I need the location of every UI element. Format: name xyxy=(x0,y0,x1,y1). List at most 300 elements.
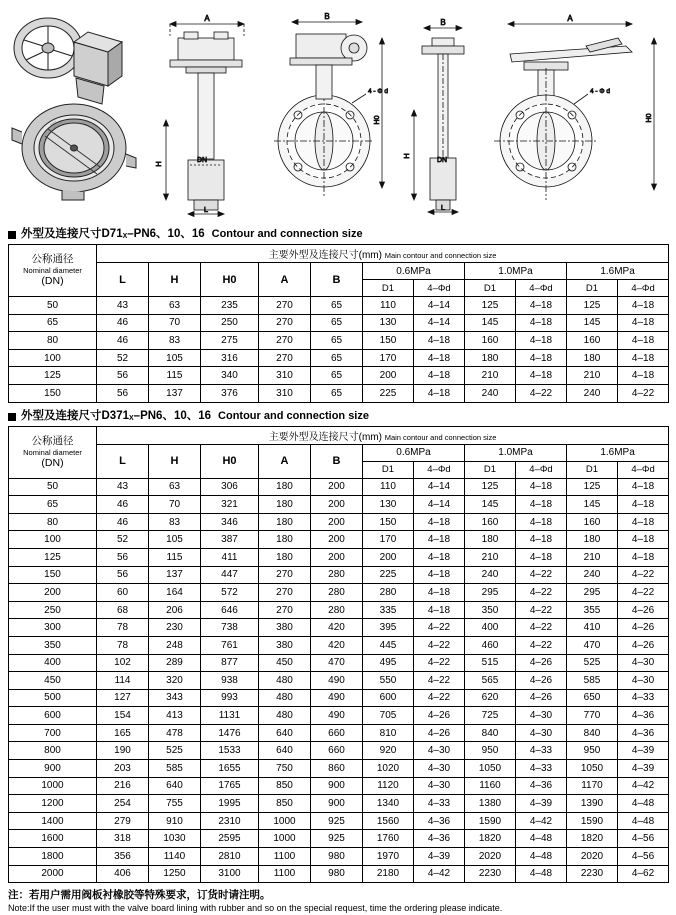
cell-H: 1030 xyxy=(149,830,201,848)
cell-d1-06: 130 xyxy=(363,496,414,514)
cell-phid-06: 4–18 xyxy=(414,531,465,549)
cell-d1-10: 145 xyxy=(465,314,516,332)
cell-H: 1140 xyxy=(149,848,201,866)
cell-H: 1250 xyxy=(149,865,201,883)
header-nominal-diameter: 公称通径 Nominal diameter (DN) xyxy=(9,245,97,297)
cell-B: 280 xyxy=(311,584,363,602)
cell-d1-10: 1590 xyxy=(465,812,516,830)
cell-A: 310 xyxy=(259,367,311,385)
cell-B: 200 xyxy=(311,531,363,549)
cell-H: 115 xyxy=(149,548,201,566)
cell-d1-10: 240 xyxy=(465,566,516,584)
cell-L: 46 xyxy=(97,314,149,332)
footer-note xyxy=(8,889,676,915)
technical-drawings xyxy=(0,0,676,228)
cell-dn: 100 xyxy=(9,531,97,549)
cell-d1-06: 445 xyxy=(363,636,414,654)
cell-L: 114 xyxy=(97,672,149,690)
cell-phid-16: 4–18 xyxy=(618,367,669,385)
cell-phid-10: 4–18 xyxy=(516,297,567,315)
cell-phid-06: 4–18 xyxy=(414,349,465,367)
cell-H0: 1655 xyxy=(201,760,259,778)
svg-text:H0: H0 xyxy=(374,115,381,125)
cell-phid-10: 4–48 xyxy=(516,865,567,883)
cell-H: 105 xyxy=(149,531,201,549)
cell-L: 52 xyxy=(97,349,149,367)
cell-phid-10: 4–39 xyxy=(516,795,567,813)
cell-d1-06: 200 xyxy=(363,367,414,385)
cell-d1-16: 770 xyxy=(567,707,618,725)
cell-dn: 200 xyxy=(9,584,97,602)
cell-A: 850 xyxy=(259,777,311,795)
cell-A: 750 xyxy=(259,760,311,778)
cell-phid-10: 4–18 xyxy=(516,478,567,496)
cell-B: 980 xyxy=(311,865,363,883)
cell-L: 56 xyxy=(97,566,149,584)
bullet-square-icon-2 xyxy=(8,413,16,421)
cell-A: 270 xyxy=(259,601,311,619)
header2-d1-10: D1 xyxy=(465,461,516,478)
svg-text:DN: DN xyxy=(196,157,208,164)
cell-H: 137 xyxy=(149,566,201,584)
cell-phid-06: 4–14 xyxy=(414,496,465,514)
cell-phid-10: 4–22 xyxy=(516,584,567,602)
cell-phid-06: 4–18 xyxy=(414,548,465,566)
cell-d1-16: 125 xyxy=(567,297,618,315)
cell-H: 413 xyxy=(149,707,201,725)
cell-A: 850 xyxy=(259,795,311,813)
cell-B: 65 xyxy=(311,314,363,332)
cell-B: 200 xyxy=(311,478,363,496)
header-main-size: 主要外型及连接尺寸(mm) Main contour and connection size xyxy=(97,245,669,263)
cell-A: 180 xyxy=(259,513,311,531)
cell-L: 46 xyxy=(97,513,149,531)
cell-phid-16: 4–18 xyxy=(618,332,669,350)
cell-H0: 321 xyxy=(201,496,259,514)
cell-d1-06: 110 xyxy=(363,297,414,315)
cell-phid-06: 4–22 xyxy=(414,654,465,672)
cell-d1-06: 1970 xyxy=(363,848,414,866)
table-d371x xyxy=(8,426,669,884)
cell-phid-06: 4–36 xyxy=(414,812,465,830)
cell-L: 46 xyxy=(97,496,149,514)
bullet-square-icon xyxy=(8,231,16,239)
table-row xyxy=(9,531,669,549)
drawing-lever-valve-side xyxy=(398,10,490,220)
cell-A: 1000 xyxy=(259,830,311,848)
cell-B: 65 xyxy=(311,384,363,402)
cell-phid-06: 4–18 xyxy=(414,513,465,531)
cell-d1-16: 145 xyxy=(567,314,618,332)
cell-d1-10: 950 xyxy=(465,742,516,760)
cell-A: 270 xyxy=(259,584,311,602)
cell-dn: 80 xyxy=(9,513,97,531)
cell-d1-10: 180 xyxy=(465,531,516,549)
cell-H0: 2810 xyxy=(201,848,259,866)
header-phid-16: 4–Φd xyxy=(618,280,669,297)
cell-H: 83 xyxy=(149,332,201,350)
cell-d1-06: 225 xyxy=(363,566,414,584)
cell-d1-10: 240 xyxy=(465,384,516,402)
cell-d1-16: 160 xyxy=(567,332,618,350)
cell-d1-16: 210 xyxy=(567,548,618,566)
cell-L: 165 xyxy=(97,724,149,742)
cell-dn: 350 xyxy=(9,636,97,654)
cell-B: 980 xyxy=(311,848,363,866)
table-header-row-2 xyxy=(9,263,669,280)
table-row xyxy=(9,689,669,707)
cell-B: 280 xyxy=(311,601,363,619)
table-row xyxy=(9,672,669,690)
cell-A: 180 xyxy=(259,548,311,566)
table-row xyxy=(9,724,669,742)
cell-H0: 250 xyxy=(201,314,259,332)
table-row xyxy=(9,865,669,883)
cell-A: 180 xyxy=(259,478,311,496)
cell-phid-10: 4–22 xyxy=(516,566,567,584)
cell-H0: 316 xyxy=(201,349,259,367)
cell-phid-06: 4–18 xyxy=(414,566,465,584)
cell-phid-16: 4–18 xyxy=(618,531,669,549)
cell-H: 230 xyxy=(149,619,201,637)
cell-d1-06: 600 xyxy=(363,689,414,707)
cell-phid-06: 4–22 xyxy=(414,619,465,637)
cell-L: 78 xyxy=(97,636,149,654)
cell-H0: 1476 xyxy=(201,724,259,742)
cell-phid-06: 4–30 xyxy=(414,742,465,760)
cell-phid-06: 4–18 xyxy=(414,384,465,402)
cell-B: 200 xyxy=(311,513,363,531)
cell-phid-10: 4–30 xyxy=(516,707,567,725)
cell-A: 1000 xyxy=(259,812,311,830)
cell-L: 60 xyxy=(97,584,149,602)
cell-d1-16: 210 xyxy=(567,367,618,385)
cell-dn: 1800 xyxy=(9,848,97,866)
cell-A: 1100 xyxy=(259,865,311,883)
cell-H0: 387 xyxy=(201,531,259,549)
cell-phid-16: 4–18 xyxy=(618,314,669,332)
cell-phid-16: 4–56 xyxy=(618,830,669,848)
cell-phid-10: 4–26 xyxy=(516,654,567,672)
section-heading-2 xyxy=(8,410,676,423)
cell-A: 270 xyxy=(259,566,311,584)
cell-phid-06: 4–30 xyxy=(414,777,465,795)
cell-B: 65 xyxy=(311,332,363,350)
cell-L: 56 xyxy=(97,384,149,402)
cell-d1-16: 585 xyxy=(567,672,618,690)
cell-L: 356 xyxy=(97,848,149,866)
cell-phid-10: 4–18 xyxy=(516,531,567,549)
cell-B: 490 xyxy=(311,689,363,707)
cell-H: 63 xyxy=(149,297,201,315)
header2-phid-16: 4–Φd xyxy=(618,461,669,478)
cell-d1-16: 160 xyxy=(567,513,618,531)
cell-H0: 275 xyxy=(201,332,259,350)
cell-d1-06: 170 xyxy=(363,531,414,549)
cell-A: 380 xyxy=(259,619,311,637)
cell-phid-16: 4–62 xyxy=(618,865,669,883)
svg-text:B: B xyxy=(324,12,330,21)
cell-d1-16: 180 xyxy=(567,531,618,549)
cell-d1-06: 1340 xyxy=(363,795,414,813)
table-row xyxy=(9,314,669,332)
cell-dn: 1000 xyxy=(9,777,97,795)
cell-L: 154 xyxy=(97,707,149,725)
cell-H: 478 xyxy=(149,724,201,742)
cell-d1-10: 400 xyxy=(465,619,516,637)
table-row xyxy=(9,601,669,619)
cell-B: 200 xyxy=(311,548,363,566)
cell-d1-16: 650 xyxy=(567,689,618,707)
cell-phid-10: 4–42 xyxy=(516,812,567,830)
drawing-gear-valve-side xyxy=(152,10,262,220)
cell-d1-16: 950 xyxy=(567,742,618,760)
cell-dn: 65 xyxy=(9,314,97,332)
cell-L: 216 xyxy=(97,777,149,795)
table-row xyxy=(9,297,669,315)
cell-d1-06: 280 xyxy=(363,584,414,602)
cell-d1-10: 725 xyxy=(465,707,516,725)
header2-col-A: A xyxy=(259,444,311,478)
cell-L: 43 xyxy=(97,297,149,315)
cell-H: 910 xyxy=(149,812,201,830)
cell-A: 270 xyxy=(259,314,311,332)
cell-d1-06: 1020 xyxy=(363,760,414,778)
cell-H0: 306 xyxy=(201,478,259,496)
cell-L: 56 xyxy=(97,548,149,566)
cell-d1-06: 2180 xyxy=(363,865,414,883)
cell-phid-10: 4–30 xyxy=(516,724,567,742)
cell-H: 137 xyxy=(149,384,201,402)
cell-H: 105 xyxy=(149,349,201,367)
cell-A: 180 xyxy=(259,531,311,549)
note-line-en: Note:If the user must with the valve board lining with rubber and so on the special request, time the ordering please indicate. xyxy=(8,903,503,914)
cell-d1-10: 145 xyxy=(465,496,516,514)
cell-d1-10: 160 xyxy=(465,513,516,531)
table-row xyxy=(9,830,669,848)
cell-H0: 938 xyxy=(201,672,259,690)
cell-d1-10: 125 xyxy=(465,478,516,496)
cell-d1-06: 170 xyxy=(363,349,414,367)
cell-d1-06: 130 xyxy=(363,314,414,332)
cell-d1-10: 180 xyxy=(465,349,516,367)
cell-d1-06: 150 xyxy=(363,332,414,350)
table-d71x xyxy=(8,244,669,403)
section-heading-1 xyxy=(8,228,676,241)
table-row xyxy=(9,384,669,402)
cell-dn: 450 xyxy=(9,672,97,690)
cell-d1-10: 210 xyxy=(465,367,516,385)
cell-phid-06: 4–14 xyxy=(414,314,465,332)
header2-col-L: L xyxy=(97,444,149,478)
svg-text:4 - Φ d: 4 - Φ d xyxy=(590,88,610,95)
cell-phid-06: 4–14 xyxy=(414,478,465,496)
cell-dn: 1200 xyxy=(9,795,97,813)
table-row xyxy=(9,636,669,654)
cell-L: 190 xyxy=(97,742,149,760)
cell-B: 65 xyxy=(311,367,363,385)
cell-d1-10: 515 xyxy=(465,654,516,672)
cell-L: 56 xyxy=(97,367,149,385)
svg-text:H: H xyxy=(154,161,163,167)
cell-B: 860 xyxy=(311,760,363,778)
cell-d1-16: 2020 xyxy=(567,848,618,866)
cell-B: 420 xyxy=(311,619,363,637)
cell-phid-06: 4–42 xyxy=(414,865,465,883)
cell-dn: 700 xyxy=(9,724,97,742)
cell-phid-16: 4–18 xyxy=(618,513,669,531)
header2-nominal-diameter: 公称通径 Nominal diameter (DN) xyxy=(9,426,97,478)
cell-d1-16: 240 xyxy=(567,384,618,402)
cell-dn: 900 xyxy=(9,760,97,778)
cell-phid-10: 4–26 xyxy=(516,672,567,690)
header-col-H0: H0 xyxy=(201,263,259,297)
cell-d1-10: 2020 xyxy=(465,848,516,866)
table-row xyxy=(9,777,669,795)
cell-dn: 50 xyxy=(9,478,97,496)
header2-d1-06: D1 xyxy=(363,461,414,478)
table-row xyxy=(9,707,669,725)
cell-phid-16: 4–22 xyxy=(618,384,669,402)
cell-H0: 1765 xyxy=(201,777,259,795)
drawing-gear-valve-3d xyxy=(4,8,144,208)
header-pressure-16: 1.6MPa xyxy=(567,263,669,280)
cell-phid-16: 4–26 xyxy=(618,636,669,654)
cell-phid-06: 4–33 xyxy=(414,795,465,813)
section-2-title-cn-after: –PN6、10、16 xyxy=(133,409,212,422)
cell-phid-16: 4–18 xyxy=(618,478,669,496)
svg-text:DN: DN xyxy=(436,157,448,164)
header2-col-B: B xyxy=(311,444,363,478)
cell-d1-10: 350 xyxy=(465,601,516,619)
cell-H0: 447 xyxy=(201,566,259,584)
cell-A: 270 xyxy=(259,332,311,350)
cell-phid-06: 4–39 xyxy=(414,848,465,866)
cell-B: 470 xyxy=(311,654,363,672)
header-d1-06: D1 xyxy=(363,280,414,297)
header2-pressure-06: 0.6MPa xyxy=(363,444,465,461)
cell-phid-16: 4–18 xyxy=(618,349,669,367)
cell-d1-10: 210 xyxy=(465,548,516,566)
cell-d1-10: 840 xyxy=(465,724,516,742)
cell-phid-16: 4–18 xyxy=(618,496,669,514)
cell-L: 254 xyxy=(97,795,149,813)
cell-L: 318 xyxy=(97,830,149,848)
header2-col-H: H xyxy=(149,444,201,478)
drawing-gear-valve-face xyxy=(266,8,392,220)
cell-dn: 100 xyxy=(9,349,97,367)
cell-L: 43 xyxy=(97,478,149,496)
cell-dn: 1600 xyxy=(9,830,97,848)
cell-d1-10: 460 xyxy=(465,636,516,654)
cell-H0: 2595 xyxy=(201,830,259,848)
table2-header-row-2 xyxy=(9,444,669,461)
section-2-title-en: Contour and connection size xyxy=(218,409,369,422)
cell-H: 525 xyxy=(149,742,201,760)
cell-d1-10: 2230 xyxy=(465,865,516,883)
cell-phid-16: 4–42 xyxy=(618,777,669,795)
header2-pressure-16: 1.6MPa xyxy=(567,444,669,461)
cell-L: 68 xyxy=(97,601,149,619)
table-row xyxy=(9,566,669,584)
cell-H0: 2310 xyxy=(201,812,259,830)
cell-phid-06: 4–18 xyxy=(414,601,465,619)
header-phid-06: 4–Φd xyxy=(414,280,465,297)
cell-B: 490 xyxy=(311,707,363,725)
svg-text:L: L xyxy=(440,203,446,212)
cell-H: 289 xyxy=(149,654,201,672)
cell-phid-06: 4–14 xyxy=(414,297,465,315)
cell-phid-06: 4–36 xyxy=(414,830,465,848)
cell-L: 46 xyxy=(97,332,149,350)
cell-dn: 50 xyxy=(9,297,97,315)
cell-H0: 738 xyxy=(201,619,259,637)
cell-d1-06: 1760 xyxy=(363,830,414,848)
cell-phid-16: 4–18 xyxy=(618,548,669,566)
header-col-B: B xyxy=(311,263,363,297)
cell-A: 380 xyxy=(259,636,311,654)
table-d371x-body xyxy=(9,478,669,883)
cell-d1-06: 110 xyxy=(363,478,414,496)
cell-d1-06: 495 xyxy=(363,654,414,672)
cell-phid-16: 4–26 xyxy=(618,601,669,619)
cell-d1-06: 395 xyxy=(363,619,414,637)
table-row xyxy=(9,496,669,514)
cell-H0: 1131 xyxy=(201,707,259,725)
cell-A: 640 xyxy=(259,724,311,742)
cell-H0: 761 xyxy=(201,636,259,654)
cell-phid-16: 4–18 xyxy=(618,297,669,315)
cell-L: 279 xyxy=(97,812,149,830)
cell-phid-16: 4–36 xyxy=(618,724,669,742)
table-row xyxy=(9,478,669,496)
cell-B: 420 xyxy=(311,636,363,654)
cell-d1-10: 565 xyxy=(465,672,516,690)
cell-H: 755 xyxy=(149,795,201,813)
cell-d1-16: 1390 xyxy=(567,795,618,813)
table-row xyxy=(9,619,669,637)
cell-phid-16: 4–33 xyxy=(618,689,669,707)
cell-dn: 125 xyxy=(9,367,97,385)
header2-main-size: 主要外型及连接尺寸(mm) Main contour and connection size xyxy=(97,426,669,444)
cell-B: 65 xyxy=(311,349,363,367)
cell-dn: 150 xyxy=(9,384,97,402)
cell-L: 102 xyxy=(97,654,149,672)
header-col-L: L xyxy=(97,263,149,297)
cell-H0: 1995 xyxy=(201,795,259,813)
cell-H: 70 xyxy=(149,496,201,514)
cell-phid-16: 4–22 xyxy=(618,584,669,602)
svg-text:A: A xyxy=(204,14,210,23)
cell-B: 200 xyxy=(311,496,363,514)
cell-phid-06: 4–30 xyxy=(414,760,465,778)
table-row xyxy=(9,332,669,350)
cell-A: 640 xyxy=(259,742,311,760)
cell-dn: 2000 xyxy=(9,865,97,883)
cell-H0: 340 xyxy=(201,367,259,385)
cell-L: 127 xyxy=(97,689,149,707)
cell-dn: 600 xyxy=(9,707,97,725)
cell-phid-10: 4–22 xyxy=(516,384,567,402)
cell-phid-10: 4–18 xyxy=(516,367,567,385)
cell-phid-06: 4–22 xyxy=(414,689,465,707)
header2-phid-10: 4–Φd xyxy=(516,461,567,478)
cell-A: 480 xyxy=(259,672,311,690)
cell-B: 660 xyxy=(311,724,363,742)
table-row xyxy=(9,584,669,602)
cell-phid-10: 4–18 xyxy=(516,548,567,566)
cell-phid-10: 4–48 xyxy=(516,848,567,866)
